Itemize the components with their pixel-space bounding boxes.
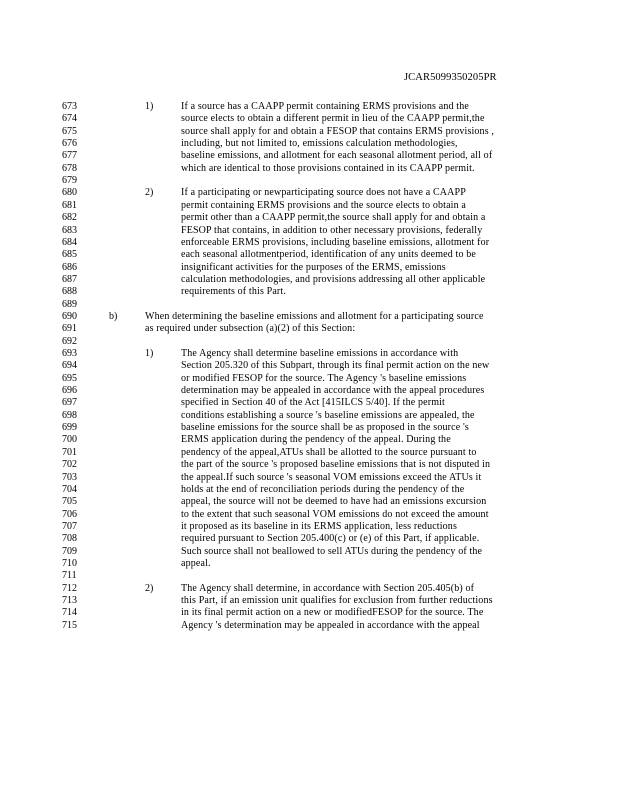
line-number: 680 bbox=[62, 187, 77, 199]
line-text: baseline emissions for the source shall be as proposed in the source 's bbox=[181, 422, 469, 434]
line-number: 674 bbox=[62, 113, 77, 125]
line-text: appeal. bbox=[181, 557, 211, 569]
line-text: The Agency shall determine baseline emissions in accordance with bbox=[181, 348, 459, 359]
line-number: 695 bbox=[62, 372, 77, 384]
line-text: appeal, the source will not be deemed to have had an emissions excursion bbox=[181, 496, 487, 508]
line-number: 684 bbox=[62, 236, 77, 248]
line-number: 696 bbox=[62, 385, 77, 397]
line-text: specified in Section 40 of the Act [415ILCS 5/40]. If the permit bbox=[181, 397, 445, 409]
line-text: pendency of the appeal,ATUs shall be allotted to the source pursuant to bbox=[181, 446, 477, 458]
line-number: 715 bbox=[62, 619, 77, 631]
line-number: 712 bbox=[62, 582, 77, 594]
line-number: 678 bbox=[62, 162, 77, 174]
line-text: Such source shall not beallowed to sell ATUs during the pendency of the bbox=[181, 545, 483, 557]
line-number: 681 bbox=[62, 199, 77, 211]
line-number: 688 bbox=[62, 286, 77, 298]
line-text: FESOP that contains, in addition to other necessary provisions, federally bbox=[181, 224, 483, 236]
line-number: 710 bbox=[62, 557, 77, 569]
line-text: insignificant activities for the purposes of the ERMS, emissions bbox=[181, 261, 446, 273]
line-text: baseline emissions, and allotment for each seasonal allotment period, all of bbox=[181, 150, 493, 162]
line-text: requirements of this Part. bbox=[181, 286, 286, 298]
line-number: 692 bbox=[62, 335, 77, 347]
line-number: 708 bbox=[62, 533, 77, 545]
line-text: the appeal.If such source 's seasonal VOM emissions exceed the ATUs it bbox=[181, 471, 482, 483]
line-number: 675 bbox=[62, 125, 77, 137]
line-text: conditions establishing a source 's baseline emissions are appealed, the bbox=[181, 409, 475, 421]
line-number: 685 bbox=[62, 249, 77, 261]
line-number: 714 bbox=[62, 607, 77, 619]
line-text: Agency 's determination may be appealed in accordance with the appeal bbox=[181, 619, 480, 631]
line-number: 703 bbox=[62, 471, 77, 483]
line-number: 690 bbox=[62, 310, 77, 322]
line-text: the part of the source 's proposed baseline emissions that is not disputed in bbox=[181, 459, 491, 471]
line-number: 677 bbox=[62, 150, 77, 162]
line-text: permit containing ERMS provisions and the source elects to obtain a bbox=[181, 199, 466, 211]
line-number: 707 bbox=[62, 520, 77, 532]
line-text: this Part, if an emission unit qualifies for exclusion from further reductions bbox=[181, 595, 493, 606]
line-text: calculation methodologies, and provisions addressing all other applicable bbox=[181, 273, 486, 285]
line-number: 713 bbox=[62, 595, 77, 606]
line-text: which are identical to those provisions contained in its CAAPP permit. bbox=[181, 162, 475, 174]
list-label: b) bbox=[109, 310, 118, 322]
line-number: 699 bbox=[62, 422, 77, 434]
line-number: 700 bbox=[62, 434, 77, 446]
list-label: 2) bbox=[145, 582, 154, 594]
line-number: 686 bbox=[62, 261, 77, 273]
line-text: in its final permit action on a new or modifiedFESOP for the source. The bbox=[181, 607, 484, 619]
line-number: 702 bbox=[62, 459, 77, 471]
line-number: 691 bbox=[62, 323, 77, 335]
line-number: 689 bbox=[62, 298, 77, 310]
list-label: 1) bbox=[145, 348, 154, 359]
line-text: determination may be appealed in accordance with the appeal procedures bbox=[181, 385, 485, 397]
line-text: required pursuant to Section 205.400(c) or (e) of this Part, if applicable. bbox=[181, 533, 480, 545]
list-label: 2) bbox=[145, 187, 154, 199]
line-text: source shall apply for and obtain a FESOP that contains ERMS provisions , bbox=[181, 125, 495, 137]
line-text: enforceable ERMS provisions, including baseline emissions, allotment for bbox=[181, 236, 490, 248]
line-number: 694 bbox=[62, 360, 77, 372]
line-text: including, but not limited to, emissions calculation methodologies, bbox=[181, 138, 458, 150]
document-code-header: JCAR5099350205PR bbox=[404, 72, 497, 83]
line-text: permit other than a CAAPP permit,the source shall apply for and obtain a bbox=[181, 212, 486, 224]
line-number: 683 bbox=[62, 224, 77, 236]
line-text: to the extent that such seasonal VOM emissions do not exceed the amount bbox=[181, 508, 489, 520]
line-number: 706 bbox=[62, 508, 77, 520]
line-number: 687 bbox=[62, 273, 77, 285]
line-number: 673 bbox=[62, 101, 77, 112]
line-number: 709 bbox=[62, 545, 77, 557]
line-text: source elects to obtain a different permit in lieu of the CAAPP permit,the bbox=[181, 113, 485, 125]
line-number: 693 bbox=[62, 348, 77, 359]
line-text: When determining the baseline emissions and allotment for a participating source bbox=[145, 310, 484, 322]
line-number: 682 bbox=[62, 212, 77, 224]
line-number: 701 bbox=[62, 446, 77, 458]
line-number: 698 bbox=[62, 409, 77, 421]
line-text: If a source has a CAAPP permit containing ERMS provisions and the bbox=[181, 101, 469, 112]
line-text: The Agency shall determine, in accordance with Section 205.405(b) of bbox=[181, 582, 475, 594]
line-text: ERMS application during the pendency of the appeal. During the bbox=[181, 434, 451, 446]
line-number: 676 bbox=[62, 138, 77, 150]
line-text: If a participating or newparticipating source does not have a CAAPP bbox=[181, 187, 466, 199]
line-text: each seasonal allotmentperiod, identification of any units deemed to be bbox=[181, 249, 477, 261]
line-text: as required under subsection (a)(2) of this Section: bbox=[145, 323, 356, 335]
line-number: 679 bbox=[62, 175, 77, 187]
line-number: 705 bbox=[62, 496, 77, 508]
line-number: 711 bbox=[62, 570, 77, 582]
line-text: holds at the end of reconciliation periods during the pendency of the bbox=[181, 483, 465, 495]
line-number: 697 bbox=[62, 397, 77, 409]
list-label: 1) bbox=[145, 101, 154, 112]
line-text: Section 205.320 of this Subpart, through its final permit action on the new bbox=[181, 360, 490, 372]
line-number: 704 bbox=[62, 483, 77, 495]
line-text: it proposed as its baseline in its ERMS application, less reductions bbox=[181, 520, 458, 532]
line-text: or modified FESOP for the source. The Agency 's baseline emissions bbox=[181, 372, 467, 384]
